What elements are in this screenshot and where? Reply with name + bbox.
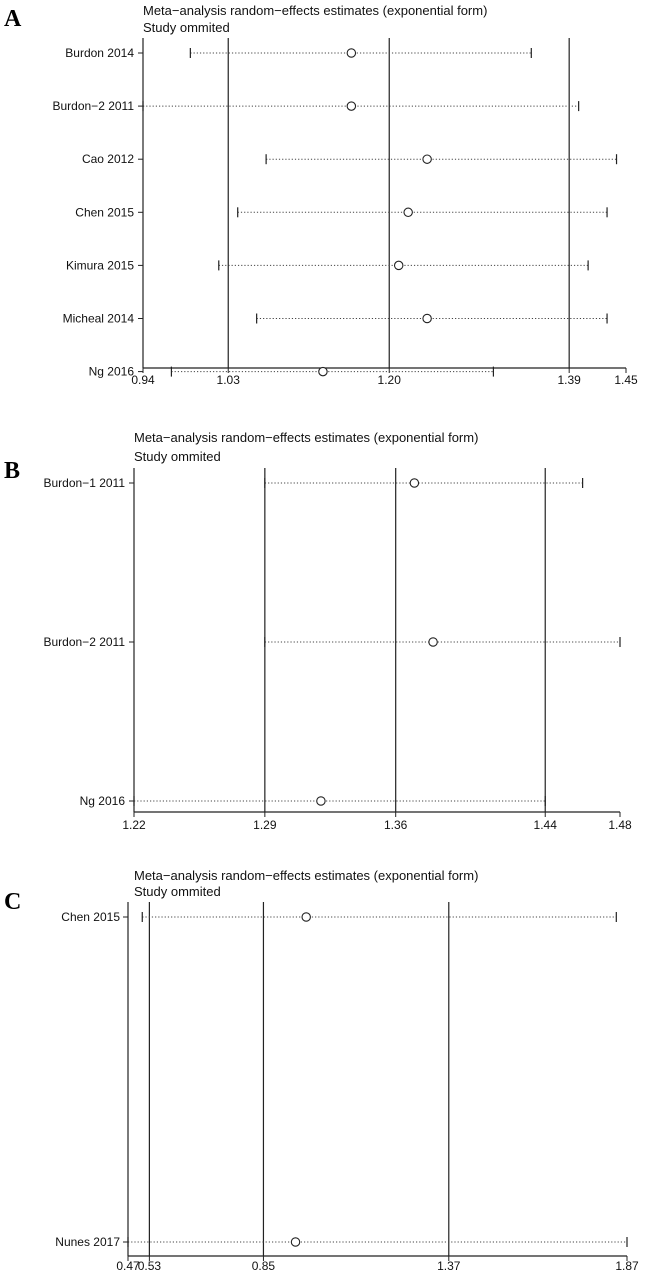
x-tick-label: 1.29 (253, 818, 277, 832)
x-tick-label: 0.53 (137, 1259, 162, 1273)
panel-letter: C (4, 889, 22, 915)
point-estimate-marker (423, 314, 431, 322)
chart-title: Meta−analysis random−effects estimates (exponential form) (143, 3, 488, 18)
study-label: Micheal 2014 (62, 311, 134, 326)
study-label: Burdon 2014 (65, 46, 134, 60)
x-tick-label: 1.22 (122, 818, 146, 832)
panel-letter: B (4, 458, 21, 484)
panel-letter: A (4, 6, 22, 32)
study-label: Burdon−1 2011 (43, 476, 125, 490)
study-label: Ng 2016 (79, 794, 125, 808)
x-tick-label: 1.03 (216, 373, 240, 387)
x-tick-label: 1.36 (384, 818, 408, 832)
x-tick-label: 1.37 (437, 1259, 461, 1273)
point-estimate-marker (347, 102, 355, 110)
point-estimate-marker (429, 638, 437, 646)
point-estimate-marker (347, 49, 355, 57)
x-tick-label: 0.47 (116, 1259, 140, 1273)
x-tick-label: 1.87 (615, 1259, 639, 1273)
study-label: Ng 2016 (88, 364, 134, 379)
study-label: Burdon−2 2011 (52, 99, 134, 114)
point-estimate-marker (302, 913, 310, 921)
study-label: Kimura 2015 (65, 258, 134, 273)
point-estimate-marker (410, 479, 418, 487)
chart-subtitle: Study ommited (134, 884, 221, 899)
x-tick-label: 1.20 (377, 373, 401, 387)
point-estimate-marker (317, 797, 325, 805)
x-tick-label: 1.44 (533, 818, 557, 832)
chart-title: Meta−analysis random−effects estimates (exponential form) (134, 868, 479, 883)
point-estimate-marker (291, 1238, 299, 1246)
point-estimate-marker (395, 261, 403, 269)
x-tick-label: 0.94 (131, 373, 155, 387)
study-label: Chen 2015 (75, 205, 134, 220)
point-estimate-marker (404, 208, 412, 216)
x-tick-label: 1.45 (614, 373, 638, 387)
point-estimate-marker (319, 367, 327, 375)
study-label: Nunes 2017 (55, 1235, 120, 1249)
x-tick-label: 0.85 (251, 1259, 276, 1273)
chart-title: Meta−analysis random−effects estimates (exponential form) (134, 430, 479, 445)
x-tick-label: 1.48 (608, 818, 632, 832)
study-label: Cao 2012 (81, 152, 134, 167)
point-estimate-marker (423, 155, 431, 163)
study-label: Chen 2015 (61, 910, 120, 924)
chart-subtitle: Study ommited (134, 449, 221, 464)
chart-subtitle: Study ommited (143, 20, 230, 35)
x-tick-label: 1.39 (557, 373, 581, 387)
study-label: Burdon−2 2011 (43, 635, 125, 649)
